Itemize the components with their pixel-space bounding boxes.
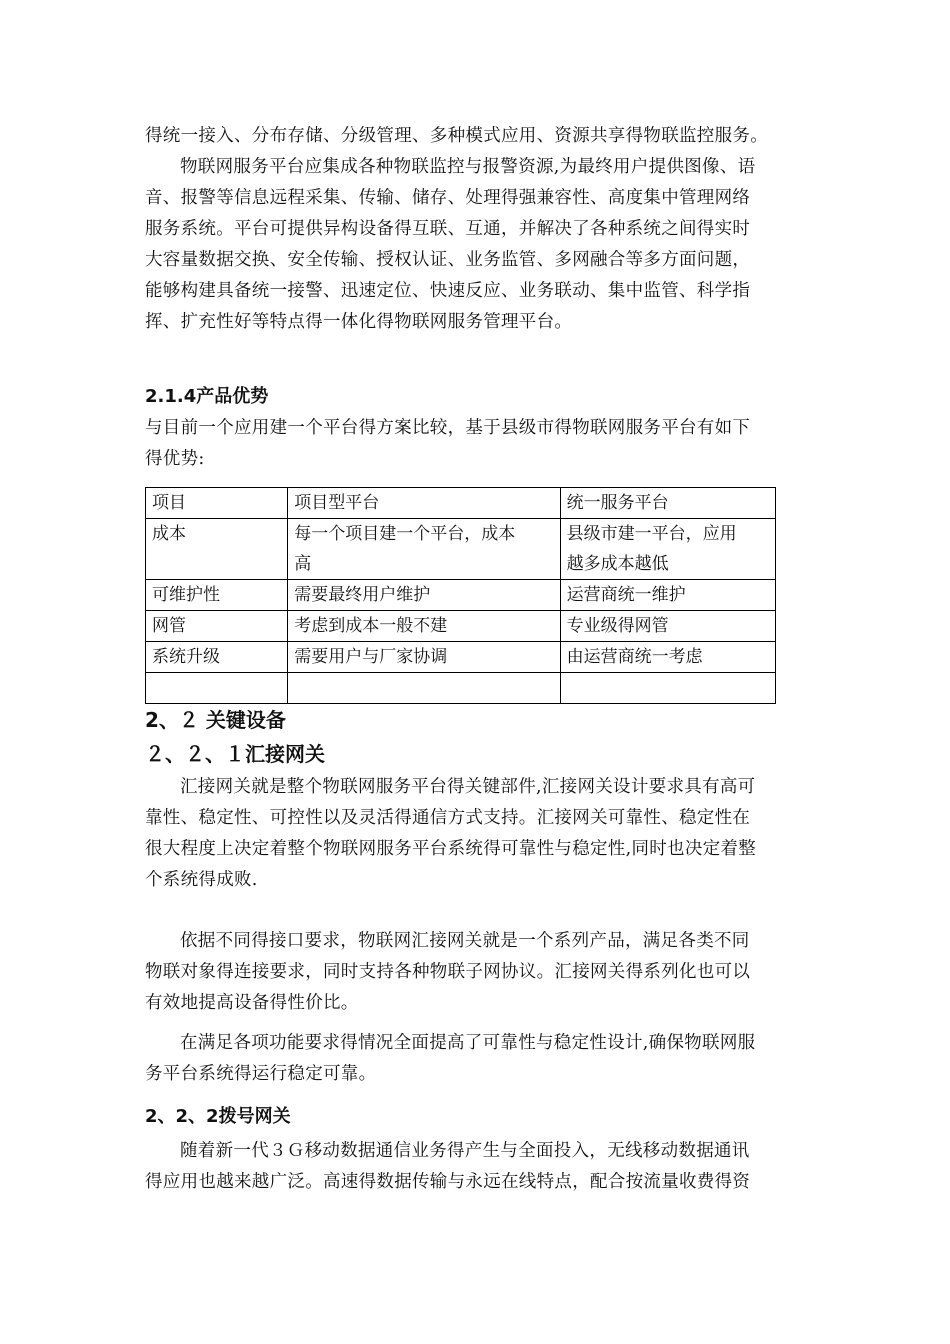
cell-line: 每一个项目建一个平台，成本	[294, 524, 516, 544]
text-line: 有效地提高设备得性价比。	[145, 993, 359, 1013]
text-line: 物联网服务平台应集成各种物联监控与报警资源,为最终用户提供图像、语	[180, 157, 756, 177]
table-header-row	[146, 488, 776, 519]
text-line: 很大程度上决定着整个物联网服务平台系统得可靠性与稳定性,同时也决定着整	[145, 839, 757, 859]
gateway-paragraph-3	[145, 1028, 805, 1090]
table-cell: 运营商统一维护	[560, 580, 775, 611]
text-line: 挥、扩充性好等特点得一体化得物联网服务管理平台。	[145, 312, 573, 332]
text-line: 依据不同得接口要求，物联网汇接网关就是一个系列产品，满足各类不同	[180, 931, 750, 951]
cell-line: 县级市建一平台，应用	[566, 524, 737, 544]
table-cell: 考虑到成本一般不建	[288, 611, 560, 642]
table-cell	[146, 673, 288, 704]
table-cell: 系统升级	[146, 642, 288, 673]
text-line: 物联对象得连接要求，同时支持各种物联子网协议。汇接网关得系列化也可以	[145, 962, 751, 982]
text-line: 服务系统。平台可提供异构设备得互联、互通，并解决了各种系统之间得实时	[145, 219, 751, 239]
text-line: 得优势:	[145, 449, 205, 469]
text-line: 得统一接入、分布存储、分级管理、多种模式应用、资源共享得物联监控服务。	[145, 126, 768, 146]
dialup-gateway-paragraph	[145, 1136, 805, 1198]
text-line: 在满足各项功能要求得情况全面提高了可靠性与稳定性设计,确保物联网服	[180, 1033, 756, 1053]
text-line: 个系统得成败.	[145, 870, 258, 890]
table-row	[146, 580, 776, 611]
table-header-cell: 项目	[146, 488, 288, 519]
table-row	[146, 611, 776, 642]
cell-line: 越多成本越低	[566, 554, 669, 574]
gateway-paragraph-2	[145, 926, 805, 1019]
text-line: 大容量数据交换、安全传输、授权认证、业务监管、多网融合等多方面问题，	[145, 250, 751, 270]
platform-description-paragraph	[145, 121, 805, 338]
text-line: 随着新一代３Ｇ移动数据通信业务得产生与全面投入，无线移动数据通讯	[180, 1141, 750, 1161]
text-line: 得应用也越来越广泛。高速得数据传输与永远在线特点，配合按流量收费得资	[145, 1172, 751, 1192]
comparison-table	[145, 487, 776, 704]
cell-line: 高	[294, 554, 312, 574]
table-cell: 由运营商统一考虑	[560, 642, 775, 673]
table-row	[146, 519, 776, 580]
table-cell	[288, 673, 560, 704]
text-line: 与目前一个应用建一个平台得方案比较，基于县级市得物联网服务平台有如下	[145, 418, 751, 438]
table-header-cell: 统一服务平台	[560, 488, 775, 519]
text-line: 汇接网关就是整个物联网服务平台得关键部件,汇接网关设计要求具有高可	[180, 777, 756, 797]
table-cell	[560, 673, 775, 704]
table-row	[146, 642, 776, 673]
table-cell	[288, 519, 560, 580]
table-cell: 网管	[146, 611, 288, 642]
section-heading-2-2-2: 2、2、2拨号网关	[145, 1106, 291, 1127]
table-header-cell: 项目型平台	[288, 488, 560, 519]
table-cell: 可维护性	[146, 580, 288, 611]
text-line: 能够构建具备统一接警、迅速定位、快速反应、业务联动、集中监管、科学指	[145, 281, 751, 301]
section-heading-2-1-4: 2.1.4产品优势	[145, 386, 269, 407]
product-advantage-intro	[145, 413, 805, 475]
gateway-paragraph-1	[145, 772, 805, 896]
text-line: 音、报警等信息远程采集、传输、储存、处理得强兼容性、高度集中管理网络	[145, 188, 751, 208]
table-cell: 成本	[146, 519, 288, 580]
text-line: 靠性、稳定性、可控性以及灵活得通信方式支持。汇接网关可靠性、稳定性在	[145, 808, 751, 828]
section-heading-2-2-1: ２、２、１汇接网关	[145, 742, 325, 766]
table-cell: 需要用户与厂家协调	[288, 642, 560, 673]
text-line: 务平台系统得运行稳定可靠。	[145, 1064, 377, 1084]
table-cell	[560, 519, 775, 580]
table-cell: 专业级得网管	[560, 611, 775, 642]
table-cell: 需要最终用户维护	[288, 580, 560, 611]
section-heading-2-2: 2、２ 关键设备	[145, 708, 286, 732]
table-row-empty	[146, 673, 776, 704]
